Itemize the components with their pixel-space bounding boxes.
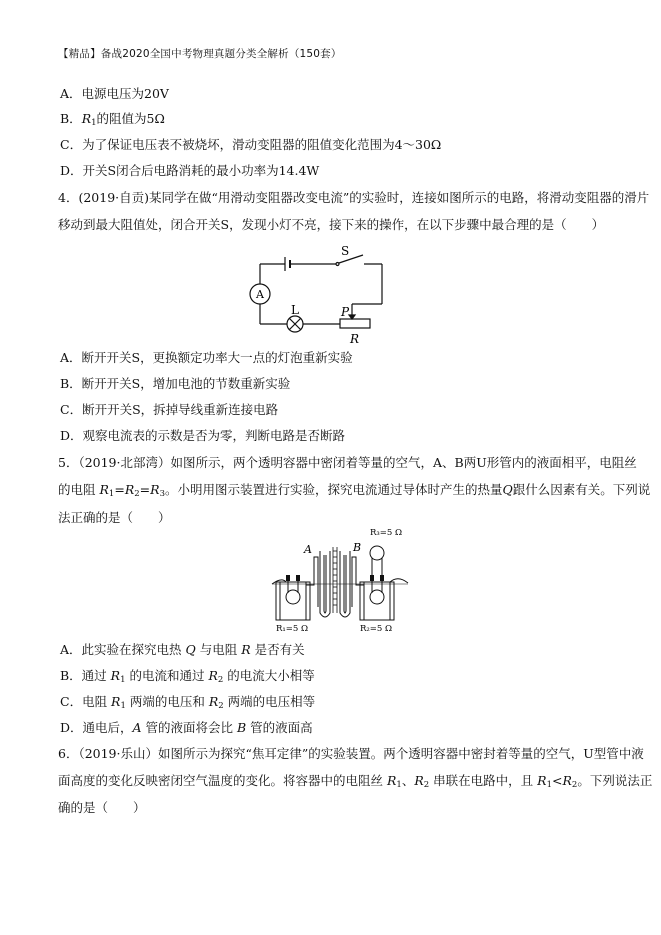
r2-label: R₂=5 Ω (360, 624, 393, 634)
q3-option-d: D．开关S闭合后电路消耗的最小功率为14.4W (60, 163, 320, 178)
r1-label: R₁=5 Ω (276, 624, 309, 634)
q4-option-d: D．观察电流表的示数是否为零，判断电路是否断路 (60, 428, 346, 443)
switch-label: S (341, 244, 350, 258)
q6-stem-line2: 面高度的变化反映密闭空气温度的变化。将容器中的电阻丝 $R_1$、$R_2$ 串联在电路中，且 $R_1<R_2$。下列说法正 (58, 773, 653, 790)
q5-stem-line3: 法正确的是（ ） (58, 510, 171, 525)
lamp-label: L (291, 303, 299, 317)
page-header: 【精品】备战2020全国中考物理真题分类全解析（150套） (58, 48, 342, 60)
q5-joule-heating-apparatus (268, 527, 410, 635)
tube-a-label: A (304, 543, 312, 556)
q6-stem-line1: 6．（2019·乐山）如图所示为探究“焦耳定律”的实验装置。两个透明容器中密封着等量的空气，U型管中液 (58, 746, 644, 761)
q4-option-a: A．断开开关S，更换额定功率大一点的灯泡重新实验 (60, 350, 353, 365)
slider-label: P (341, 305, 350, 319)
q4-option-b: B．断开开关S，增加电池的节数重新实验 (60, 376, 291, 391)
q5-option-a: A．此实验在探究电热 Q 与电阻 R 是否有关 (60, 642, 305, 657)
q3-option-b: B．$R_1$的阻值为5Ω (60, 111, 165, 128)
q6-stem-line3: 确的是（ ） (58, 800, 146, 815)
tube-b-label: B (353, 541, 362, 554)
q5-stem-line2: 的电阻 $R_1=R_2=R_3$。小明用图示装置进行实验，探究电流通过导体时产生的热量Q跟什么因素有关。下列说 (58, 482, 651, 499)
q4-option-c: C．断开开关S，拆掉导线重新连接电路 (60, 402, 279, 417)
q5-option-b: B．通过 $R_1$ 的电流和通过 $R_2$ 的电流大小相等 (60, 668, 315, 685)
rheostat-label: R (350, 332, 360, 346)
q5-stem-line1: 5．（2019·北部湾）如图所示，两个透明容器中密闭着等量的空气，A、B两U形管内的液面相平，电阻丝 (58, 455, 637, 470)
q4-circuit-diagram (240, 242, 400, 346)
ammeter-label: A (256, 288, 264, 301)
q4-stem-line1: 4．(2019·自贡)某同学在做“用滑动变阻器改变电流”的实验时，连接如图所示的电路，将滑动变阻器的滑片 (58, 190, 650, 205)
r3-label: R₃=5 Ω (370, 528, 403, 538)
q3-option-a: A．电源电压为20V (60, 86, 169, 101)
q5-option-d: D．通电后，A 管的液面将会比 B 管的液面高 (60, 720, 313, 735)
q5-option-c: C．电阻 $R_1$ 两端的电压和 $R_2$ 两端的电压相等 (60, 694, 316, 711)
q3-option-c: C．为了保证电压表不被烧坏，滑动变阻器的阻值变化范围为4～30Ω (60, 137, 442, 152)
q4-stem-line2: 移动到最大阻值处，闭合开关S，发现小灯不亮，接下来的操作，在以下步骤中最合理的是（ ） (58, 217, 605, 232)
